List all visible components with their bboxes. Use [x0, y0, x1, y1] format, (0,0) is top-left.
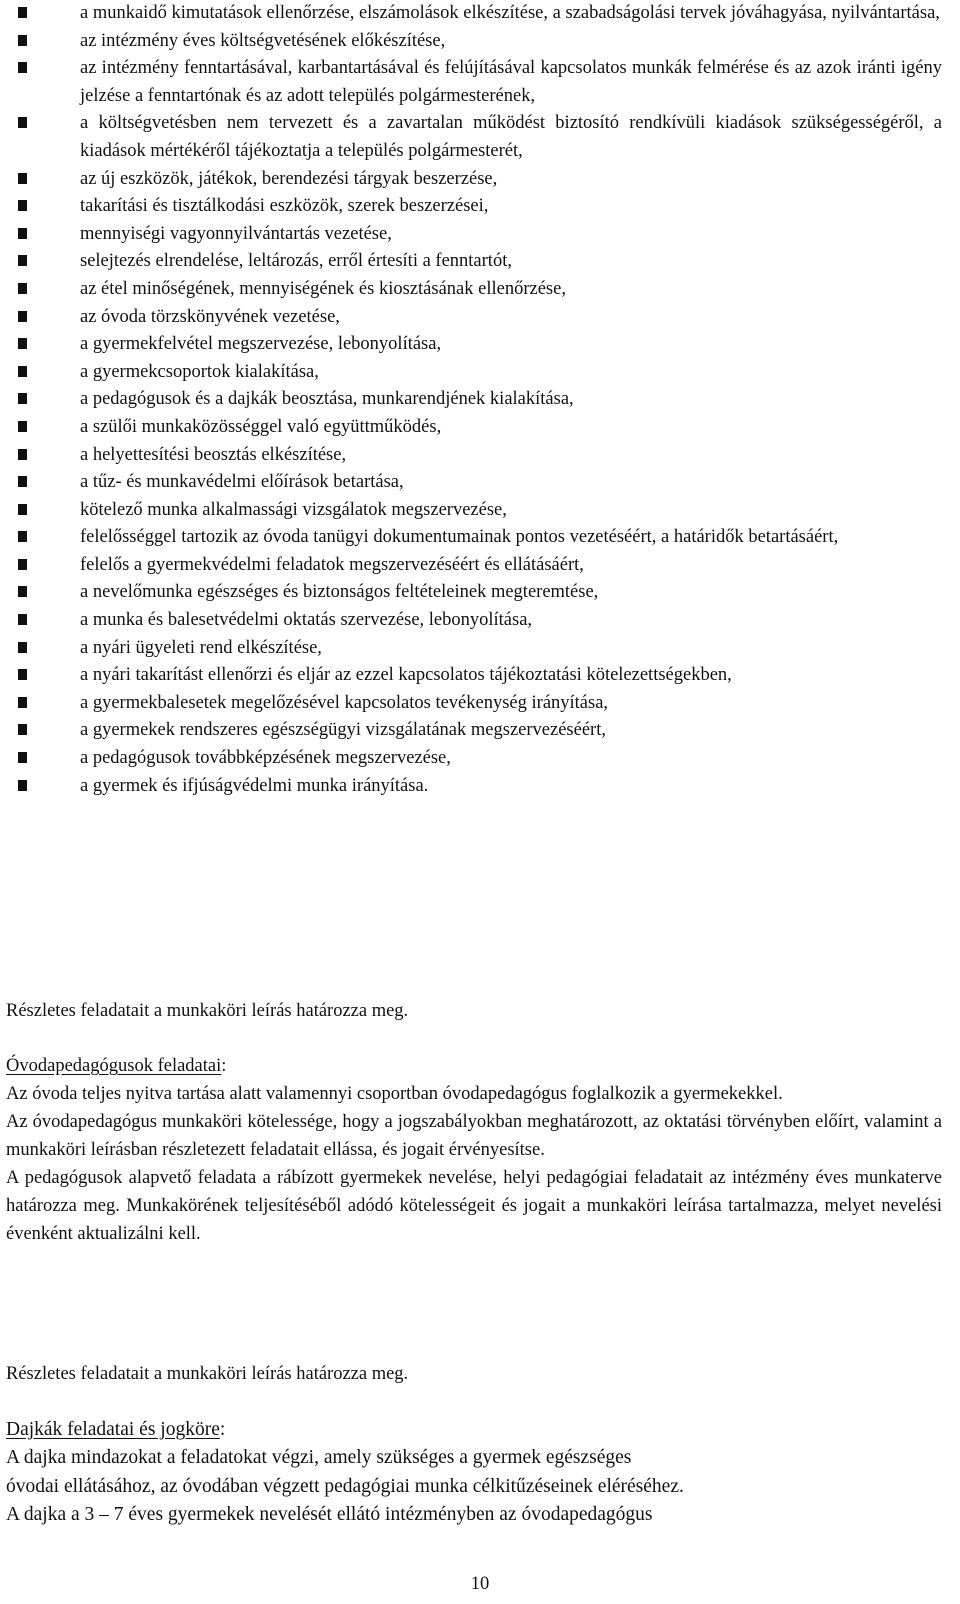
- square-bullet-icon: [18, 228, 27, 239]
- square-bullet-icon: [18, 283, 27, 294]
- list-item: [18, 359, 942, 387]
- list-item: [18, 221, 942, 249]
- dajka-section: [6, 1416, 942, 1530]
- square-bullet-icon: [18, 669, 27, 680]
- list-item: [18, 166, 942, 194]
- list-item-text: a gyermekbalesetek megelőzésével kapcsolatos tevékenység irányítása,: [80, 692, 609, 713]
- square-bullet-icon: [18, 531, 27, 542]
- list-item-text: a költségvetésben nem tervezett és a zavartalan működést biztosító rendkívüli kiadások szükségességéről, a kiadások mértékéről tájékoztatja a település polgármesterét,: [80, 113, 942, 161]
- list-item-text: a gyermekek rendszeres egészségügyi vizsgálatának megszervezéséért,: [80, 720, 606, 741]
- square-bullet-icon: [18, 724, 27, 735]
- list-item: [18, 773, 942, 801]
- square-bullet-icon: [18, 393, 27, 404]
- square-bullet-icon: [18, 35, 27, 46]
- square-bullet-icon: [18, 586, 27, 597]
- list-item-text: a gyermekfelvétel megszervezése, lebonyolítása,: [80, 334, 442, 355]
- list-item-text: az új eszközök, játékok, berendezési tárgyak beszerzése,: [80, 168, 498, 189]
- list-item-text: felelős a gyermekvédelmi feladatok megszervezéséért és ellátásáért,: [80, 554, 584, 575]
- list-item: [18, 635, 942, 663]
- list-item-text: az intézmény fenntartásával, karbantartásával és felújításával kapcsolatos munkák felmérése és az azok iránti igény jelzése a fenntartónak és az adott település polgármesterének,: [80, 58, 942, 106]
- list-item: [18, 469, 942, 497]
- list-item-text: a tűz- és munkavédelmi előírások betartása,: [80, 472, 404, 493]
- page-number: 10: [470, 1574, 490, 1594]
- list-item-text: mennyiségi vagyonnyilvántartás vezetése,: [80, 223, 392, 244]
- details-note-text: Részletes feladatait a munkaköri leírás határozza meg.: [6, 1364, 409, 1384]
- ovodapedagogus-paragraph-3: A pedagógusok alapvető feladata a rábízott gyermekek nevelése, helyi pedagógiai feladatait az intézmény éves munkaterve határozza meg. Munkakörének teljesítéséből adódó kötelességeit és jogait a munkaköri leírása tartalmazza, melyet nevelési évenként aktualizálni kell.: [6, 1168, 942, 1244]
- square-bullet-icon: [18, 338, 27, 349]
- ovodapedagogus-section: [6, 1052, 942, 1248]
- details-note-text: Részletes feladatait a munkaköri leírás határozza meg.: [6, 1001, 409, 1021]
- list-item: [18, 386, 942, 414]
- list-item: [18, 248, 942, 276]
- list-item: [18, 193, 942, 221]
- list-item-text: a szülői munkaközösséggel való együttműködés,: [80, 416, 442, 437]
- list-item-text: felelősséggel tartozik az óvoda tanügyi dokumentumainak pontos vezetéséért, a határidők betartásáért,: [80, 527, 839, 548]
- details-note-1: [6, 997, 942, 1025]
- square-bullet-icon: [18, 504, 27, 515]
- square-bullet-icon: [18, 117, 27, 128]
- list-item-text: a nyári takarítást ellenőrzi és eljár az ezzel kapcsolatos tájékoztatási kötelezettségekben,: [80, 665, 732, 686]
- list-item-text: az óvoda törzskönyvének vezetése,: [80, 306, 340, 327]
- list-item: [18, 690, 942, 718]
- ovodapedagogus-paragraph-1: Az óvoda teljes nyitva tartása alatt valamennyi csoportban óvodapedagógus foglalkozik a gyermekekkel.: [6, 1084, 783, 1104]
- list-item-text: a gyermek és ifjúságvédelmi munka irányítása.: [80, 775, 429, 796]
- list-item: [18, 331, 942, 359]
- list-item: [18, 524, 942, 552]
- duties-bullet-list: [18, 0, 942, 800]
- list-item-text: takarítási és tisztálkodási eszközök, szerek beszerzései,: [80, 196, 489, 217]
- heading-colon: :: [221, 1056, 227, 1076]
- dajka-line-1: A dajka mindazokat a feladatokat végzi, amely szükséges a gyermek egészséges: [6, 1447, 632, 1469]
- details-note-2: [6, 1360, 942, 1388]
- list-item-text: a nyári ügyeleti rend elkészítése,: [80, 637, 322, 658]
- square-bullet-icon: [18, 614, 27, 625]
- list-item: [18, 607, 942, 635]
- ovodapedagogus-paragraph-2: Az óvodapedagógus munkaköri kötelessége, hogy a jogszabályokban meghatározott, az oktatási törvényben előírt, valamint a munkaköri leírásban részletezett feladatait ellássa, és jogait érvényesítse.: [6, 1112, 942, 1160]
- square-bullet-icon: [18, 642, 27, 653]
- list-item-text: az étel minőségének, mennyiségének és kiosztásának ellenőrzése,: [80, 278, 566, 299]
- square-bullet-icon: [18, 7, 27, 18]
- square-bullet-icon: [18, 752, 27, 763]
- list-item: [18, 717, 942, 745]
- list-item: [18, 497, 942, 525]
- dajka-line-2: óvodai ellátásához, az óvodában végzett pedagógiai munka célkitűzéseinek eléréséhez.: [6, 1475, 684, 1497]
- dajka-heading-line: [6, 1416, 942, 1444]
- list-item-text: a nevelőmunka egészséges és biztonságos feltételeinek megteremtése,: [80, 582, 599, 603]
- list-item-text: selejtezés elrendelése, leltározás, erről értesíti a fenntartót,: [80, 251, 512, 272]
- list-item: [18, 579, 942, 607]
- list-item: [18, 442, 942, 470]
- list-item-text: a gyermekcsoportok kialakítása,: [80, 361, 319, 382]
- list-item: [18, 110, 942, 165]
- ovodapedagogus-heading-line: [6, 1052, 942, 1080]
- heading-colon: :: [219, 1419, 226, 1440]
- square-bullet-icon: [18, 173, 27, 184]
- square-bullet-icon: [18, 449, 27, 460]
- ovodapedagogus-heading: Óvodapedagógusok feladatai: [6, 1056, 222, 1076]
- list-item-text: az intézmény éves költségvetésének előkészítése,: [80, 30, 446, 51]
- list-item-text: a pedagógusok továbbképzésének megszervezése,: [80, 748, 451, 769]
- list-item-text: kötelező munka alkalmassági vizsgálatok megszervezése,: [80, 499, 507, 520]
- list-item: [18, 552, 942, 580]
- list-item: [18, 662, 942, 690]
- square-bullet-icon: [18, 780, 27, 791]
- list-item-text: a helyettesítési beosztás elkészítése,: [80, 444, 347, 465]
- list-item: [18, 745, 942, 773]
- square-bullet-icon: [18, 62, 27, 73]
- dajka-line-3: A dajka a 3 – 7 éves gyermekek nevelését ellátó intézményben az óvodapedagógus: [6, 1504, 653, 1526]
- list-item: [18, 55, 942, 110]
- square-bullet-icon: [18, 311, 27, 322]
- list-item: [18, 276, 942, 304]
- square-bullet-icon: [18, 200, 27, 211]
- list-item: [18, 28, 942, 56]
- list-item: [18, 304, 942, 332]
- list-item-text: a munkaidő kimutatások ellenőrzése, elszámolások elkészítése, a szabadságolási tervek jóváhagyása, nyilvántartása,: [80, 3, 940, 23]
- square-bullet-icon: [18, 476, 27, 487]
- square-bullet-icon: [18, 559, 27, 570]
- list-item-text: a munka és balesetvédelmi oktatás szervezése, lebonyolítása,: [80, 610, 533, 631]
- list-item: [18, 0, 942, 28]
- dajka-heading: Dajkák feladatai és jogköre: [6, 1419, 220, 1440]
- square-bullet-icon: [18, 366, 27, 377]
- square-bullet-icon: [18, 697, 27, 708]
- list-item: [18, 414, 942, 442]
- square-bullet-icon: [18, 255, 27, 266]
- list-item-text: a pedagógusok és a dajkák beosztása, munkarendjének kialakítása,: [80, 389, 574, 410]
- square-bullet-icon: [18, 421, 27, 432]
